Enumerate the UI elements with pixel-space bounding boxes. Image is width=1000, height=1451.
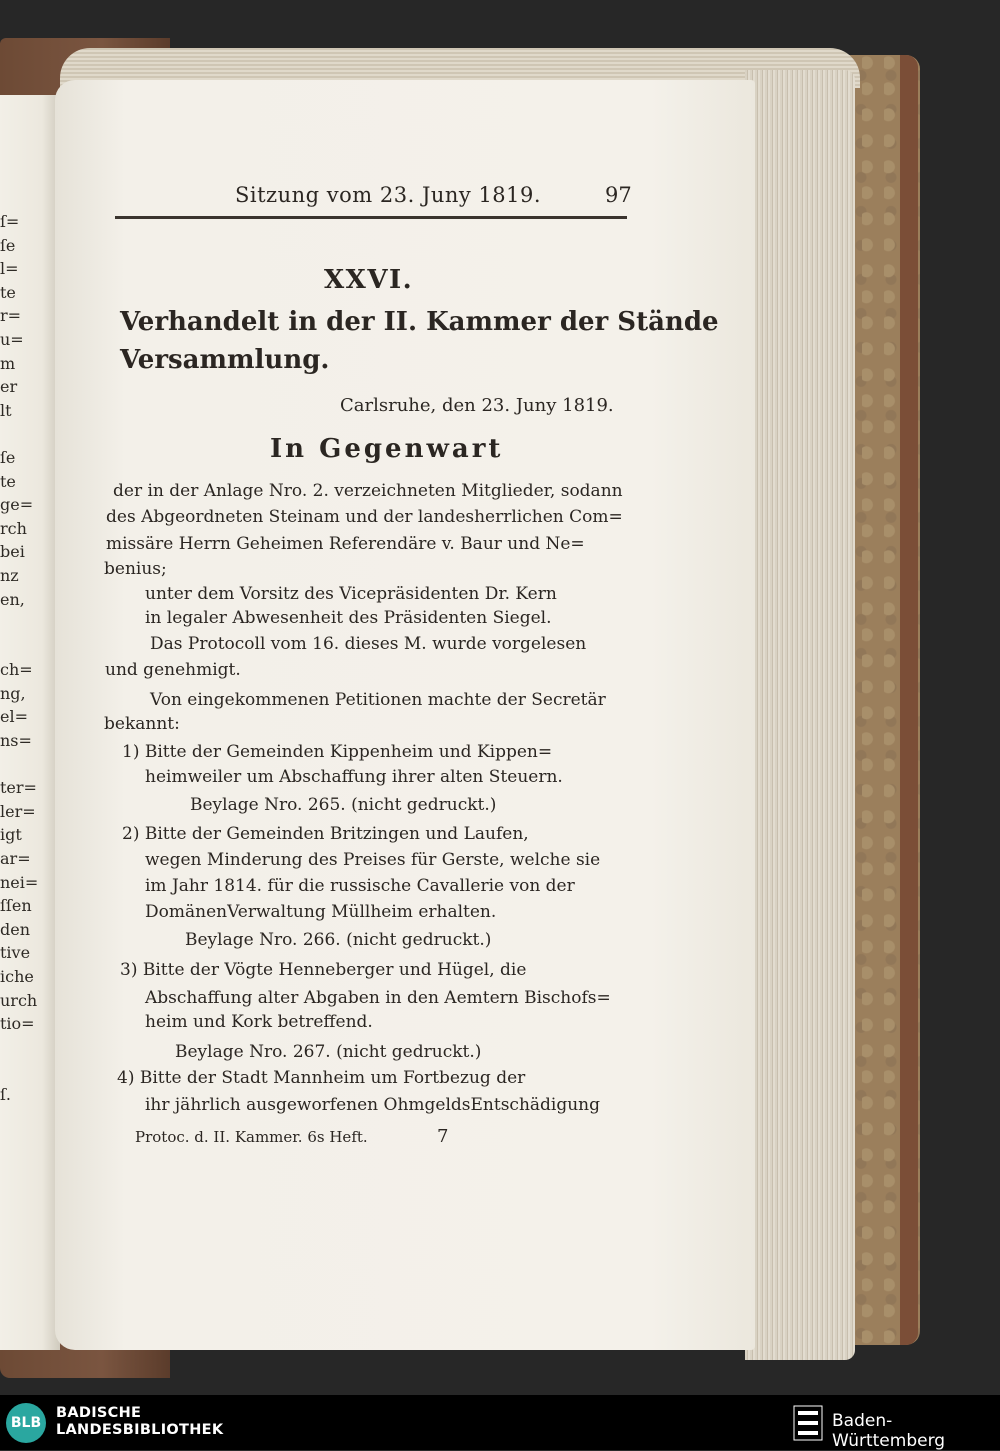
- body-line: DomänenVerwaltung Müllheim erhalten.: [145, 902, 497, 922]
- left-fragment: ſ=: [0, 212, 20, 231]
- left-fragment: ſe: [0, 235, 16, 255]
- section-title-line-1: Verhandelt in der II. Kammer der Stände: [120, 307, 719, 337]
- place-date: Carlsruhe, den 23. Juny 1819.: [340, 395, 614, 416]
- body-line: unter dem Vorsitz des Vicepräsidenten Dr. Kern: [145, 584, 557, 604]
- body-line: in legaler Abwesenheit des Präsidenten Siegel.: [145, 608, 552, 628]
- page-fore-edge: [745, 70, 855, 1360]
- left-fragment: ar=: [0, 849, 31, 869]
- left-fragment: [0, 753, 40, 777]
- left-fragment: ch=: [0, 660, 33, 680]
- signature-mark: 7: [437, 1126, 449, 1147]
- left-fragment: te: [0, 282, 16, 302]
- footer-note: Protoc. d. II. Kammer. 6s Heft.: [135, 1128, 368, 1146]
- body-line: Das Protocoll vom 16. dieses M. wurde vorgelesen: [150, 634, 587, 654]
- body-line: Beylage Nro. 266. (nicht gedruckt.): [185, 930, 492, 950]
- left-fragment: en,: [0, 589, 25, 609]
- left-fragment: nei=: [0, 872, 39, 892]
- left-fragment: ler=: [0, 801, 36, 821]
- left-fragment: r=: [0, 306, 22, 326]
- state-name[interactable]: Baden-Württemberg: [832, 1411, 946, 1451]
- left-fragment: u=: [0, 329, 24, 349]
- section-number: XXVI.: [324, 265, 414, 295]
- left-fragment: [0, 1059, 40, 1083]
- body-line: des Abgeordneten Steinam und der landesherrlichen Com=: [106, 507, 623, 527]
- left-fragment: ns=: [0, 731, 32, 751]
- left-fragment: tio=: [0, 1014, 35, 1034]
- left-fragment: ſſen: [0, 896, 32, 916]
- left-fragment: igt: [0, 825, 22, 845]
- left-fragment: rch: [0, 518, 27, 538]
- left-fragment: lt: [0, 400, 12, 420]
- header-rule: [115, 216, 627, 219]
- baden-wuerttemberg-lions-icon[interactable]: [792, 1404, 824, 1442]
- left-fragment: [0, 635, 40, 659]
- left-fragment: ter=: [0, 778, 37, 798]
- branding-bar: [0, 1395, 1000, 1450]
- left-fragment: ſ.: [0, 1084, 12, 1104]
- body-line: benius;: [104, 559, 167, 579]
- left-fragment: el=: [0, 707, 28, 727]
- page-number: 97: [605, 183, 632, 207]
- left-fragment: [0, 1036, 40, 1060]
- left-fragment: nz: [0, 565, 19, 585]
- body-line: 1) Bitte der Gemeinden Kippenheim und Kippen=: [122, 742, 553, 762]
- library-name[interactable]: [56, 1405, 223, 1439]
- body-line: Von eingekommenen Petitionen machte der Secretär: [150, 690, 606, 710]
- left-fragment: er: [0, 377, 18, 397]
- body-line: Abschaffung alter Abgaben in den Aemtern Bischofs=: [145, 988, 611, 1008]
- left-fragment: m: [0, 353, 16, 373]
- library-name-line-1: BADISCHE: [56, 1405, 142, 1421]
- section-title-line-2: Versammlung.: [120, 345, 330, 375]
- body-line: heimweiler um Abschaffung ihrer alten Steuern.: [145, 767, 563, 787]
- body-line: 3) Bitte der Vögte Henneberger und Hügel, die: [120, 960, 527, 980]
- body-line: Beylage Nro. 265. (nicht gedruckt.): [190, 795, 497, 815]
- left-fragment: iche: [0, 967, 34, 986]
- left-fragment: urch: [0, 990, 38, 1010]
- left-fragment: [0, 611, 40, 635]
- body-line: und genehmigt.: [105, 660, 241, 680]
- left-fragment: te: [0, 471, 16, 491]
- left-fragment: tive: [0, 943, 31, 963]
- left-fragment: bei: [0, 542, 25, 562]
- body-line: heim und Kork betreffend.: [145, 1012, 373, 1032]
- left-fragment: ng,: [0, 683, 26, 703]
- presence-heading: In Gegenwart: [270, 434, 504, 464]
- left-fragment: ſe: [0, 447, 16, 467]
- body-line: 4) Bitte der Stadt Mannheim um Fortbezug der: [117, 1068, 526, 1088]
- body-line: wegen Minderung des Preises für Gerste, welche sie: [145, 850, 601, 870]
- left-fragment: [0, 422, 40, 446]
- body-line: 2) Bitte der Gemeinden Britzingen und Laufen,: [122, 824, 529, 844]
- body-line: missäre Herrn Geheimen Referendäre v. Baur und Ne=: [106, 534, 585, 554]
- left-page-text-fragments: [0, 210, 40, 1107]
- left-fragment: ge=: [0, 495, 34, 515]
- body-line: im Jahr 1814. für die russische Cavallerie von der: [145, 876, 575, 896]
- left-fragment: l=: [0, 259, 19, 279]
- body-line: bekannt:: [104, 714, 180, 734]
- blb-logo-icon[interactable]: BLB: [6, 1403, 46, 1443]
- left-fragment: den: [0, 919, 31, 939]
- body-line: Beylage Nro. 267. (nicht gedruckt.): [175, 1042, 482, 1062]
- body-line: der in der Anlage Nro. 2. verzeichneten Mitglieder, sodann: [113, 481, 623, 501]
- running-head: Sitzung vom 23. Juny 1819.: [235, 183, 542, 207]
- library-name-line-2: LANDESBIBLIOTHEK: [56, 1422, 224, 1438]
- body-line: ihr jährlich ausgeworfenen OhmgeldsEntschädigung: [145, 1095, 601, 1115]
